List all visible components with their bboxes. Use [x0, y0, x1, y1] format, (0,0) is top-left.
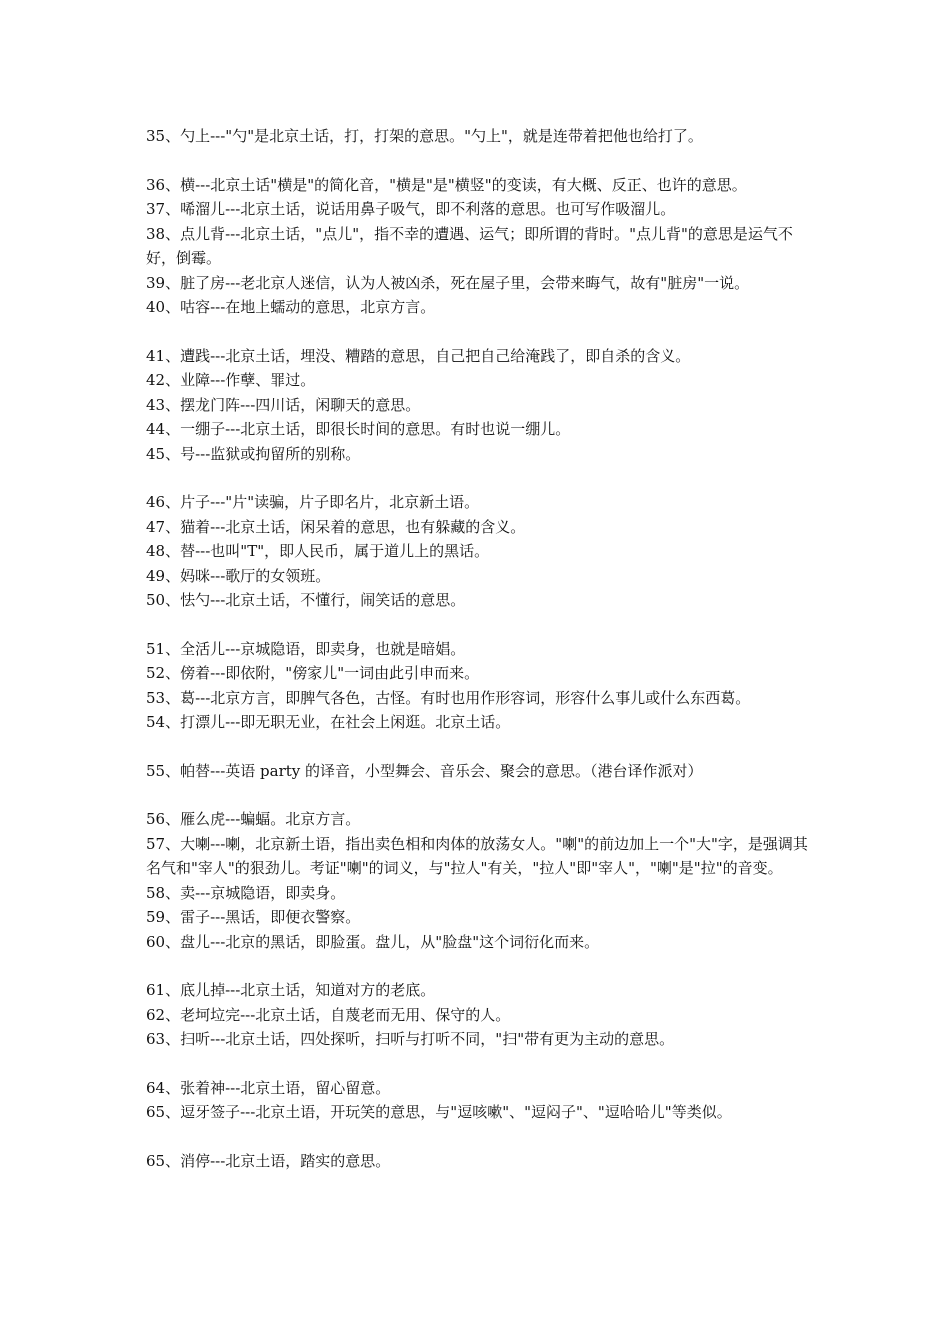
entry-44: 44、一绷子---北京土话，即很长时间的意思。有时也说一绷儿。	[146, 420, 571, 438]
entry-62: 62、老坷垃完---北京土话，自蔑老而无用、保守的人。	[146, 1005, 511, 1024]
entry-40: 40、咕容---在地上蠕动的意思，北京方言。	[146, 298, 436, 316]
entry-58: 58、卖---京城隐语，即卖身。	[146, 883, 346, 902]
entry-47: 47、猫着---北京土话，闲呆着的意思，也有躲藏的含义。	[146, 517, 526, 536]
entry-group	[146, 173, 820, 320]
entry-63: 63、扫听---北京土话，四处探听，扫听与打听不同，"扫"带有更为主动的意思。	[146, 1030, 675, 1048]
entry-49: 49、妈咪---歌厅的女领班。	[146, 566, 331, 585]
entry-group	[146, 759, 820, 784]
entry-54: 54、打漂儿---即无职无业，在社会上闲逛。北京土话。	[146, 713, 511, 731]
entry-group	[146, 1076, 820, 1125]
entry-group	[146, 637, 820, 735]
entry-35: 35、勺上---"勺"是北京土话，打，打架的意思。"勺上"，就是连带着把他也给打了。	[146, 127, 703, 145]
entry-group	[146, 978, 820, 1052]
entry-37: 37、唏溜儿---北京土话，说话用鼻子吸气，即不利落的意思。也可写作吸溜儿。	[146, 200, 676, 218]
entry-59: 59、雷子---黑话，即便衣警察。	[146, 908, 361, 926]
entry-group	[146, 1149, 820, 1174]
entry-36: 36、横---北京土话"横是"的简化音，"横是"是"横竖"的变读，有大概、反正、也许的意思。	[146, 175, 747, 194]
entry-56: 56、雁么虎---蝙蝠。北京方言。	[146, 810, 361, 828]
entry-53: 53、葛---北京方言，即脾气各色，古怪。有时也用作形容词，形容什么事儿或什么东西葛。	[146, 688, 751, 707]
entry-48: 48、替---也叫"T"，即人民币，属于道儿上的黑话。	[146, 542, 490, 560]
entry-61: 61、底儿掉---北京土话，知道对方的老底。	[146, 981, 436, 999]
entry-group	[146, 807, 820, 954]
entry-55: 55、帕替---英语 party 的译音，小型舞会、音乐会、聚会的意思。（港台译作派对）	[146, 761, 703, 780]
entry-57: 57、大喇---喇，北京新土语，指出卖色相和肉体的放荡女人。"喇"的前边加上一个"大"字，是强调其名气和"宰人"的狠劲儿。考证"喇"的词义，与"拉人"有关，"拉人"即"宰人"，"喇"是"拉"的音变。	[146, 834, 808, 877]
entry-60: 60、盘儿---北京的黑话，即脸蛋。盘儿，从"脸盘"这个词衍化而来。	[146, 932, 600, 951]
entry-65: 65、逗牙签子---北京土语，开玩笑的意思，与"逗咳嗽"、"逗闷子"、"逗哈哈儿"等类似。	[146, 1103, 732, 1121]
entry-46: 46、片子---"片"读骗，片子即名片，北京新土语。	[146, 493, 480, 511]
entry-64: 64、张着神---北京土语，留心留意。	[146, 1078, 391, 1097]
entry-38: 38、点儿背---北京土话，"点儿"，指不幸的遭遇、运气；即所谓的背时。"点儿背"的意思是运气不好，倒霉。	[146, 224, 793, 267]
entry-39: 39、脏了房---老北京人迷信，认为人被凶杀，死在屋子里，会带来晦气，故有"脏房"一说。	[146, 273, 750, 292]
entry-group	[146, 344, 820, 467]
entry-42: 42、业障---作孽、罪过。	[146, 371, 316, 389]
entry-50: 50、怯勺---北京土话，不懂行，闹笑话的意思。	[146, 591, 466, 609]
entry-65b: 65、消停---北京土语，踏实的意思。	[146, 1151, 391, 1170]
entry-group	[146, 490, 820, 613]
entry-group	[146, 124, 820, 149]
entry-52: 52、傍着---即依附，"傍家儿"一词由此引申而来。	[146, 664, 480, 682]
entry-43: 43、摆龙门阵---四川话，闲聊天的意思。	[146, 395, 421, 414]
entry-41: 41、遭践---北京土话，埋没、糟踏的意思，自己把自己给淹践了，即自杀的含义。	[146, 346, 691, 365]
entry-51: 51、全活儿---京城隐语，即卖身，也就是暗娼。	[146, 639, 466, 658]
entry-45: 45、号---监狱或拘留所的别称。	[146, 444, 361, 463]
